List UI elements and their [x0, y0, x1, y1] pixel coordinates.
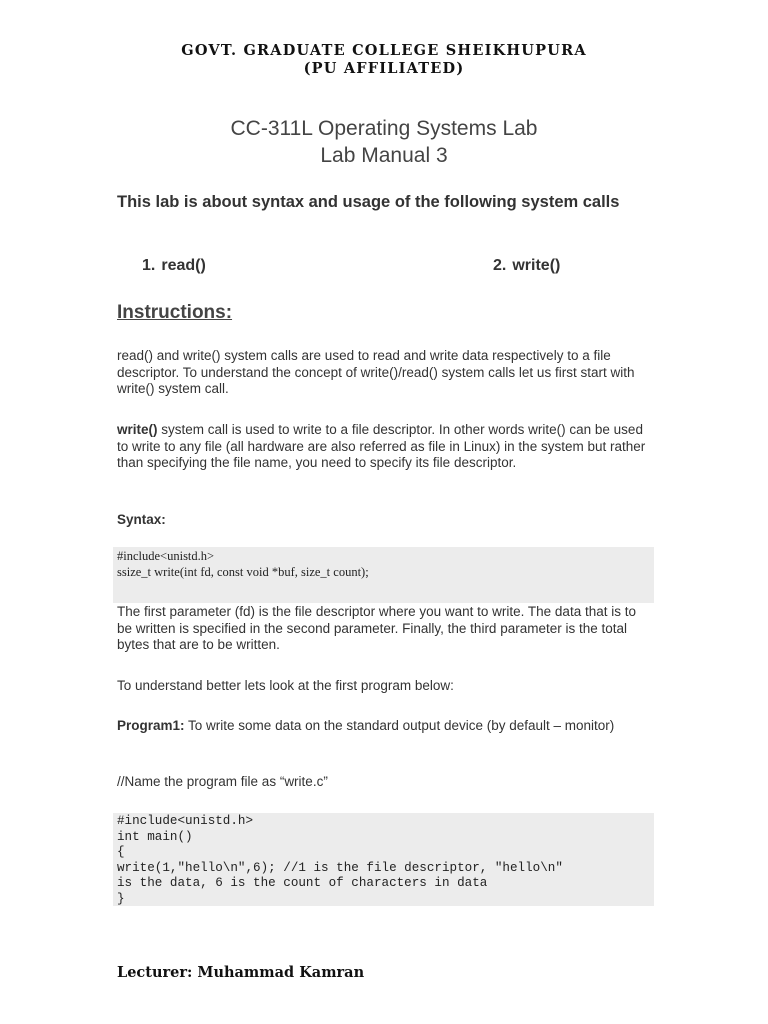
program-code-block — [113, 813, 654, 906]
list-item-label: read() — [161, 257, 206, 274]
write-description-text: system call is used to write to a file descriptor. In other words write() can be used to write to any file (all hardware are also referred as file in Linux) in the system but rather than specifying the file name, you need to specify its file descriptor. — [117, 422, 646, 470]
list-item-write — [493, 257, 560, 275]
paragraph-file-name: //Name the program file as “write.c” — [117, 774, 328, 789]
college-name: GOVT. GRADUATE COLLEGE SHEIKHUPURA — [181, 42, 587, 59]
document-title — [0, 115, 768, 169]
manual-title: Lab Manual 3 — [320, 144, 448, 167]
code-line: write(1,"hello\n",6); //1 is the file descriptor, "hello\n" — [117, 860, 563, 875]
code-line: #include<unistd.h> — [117, 814, 254, 828]
list-item-label: write() — [512, 257, 561, 274]
intro-text: This lab is about syntax and usage of the following system calls — [117, 193, 620, 211]
program1-label: Program1: — [117, 718, 185, 733]
college-affiliation: (PU AFFILIATED) — [303, 60, 465, 77]
college-header — [0, 42, 768, 78]
syntax-label: Syntax: — [117, 512, 166, 527]
paragraph-program-lead: To understand better lets look at the first program below: — [117, 678, 454, 693]
list-item-read — [142, 257, 206, 275]
paragraph-read-write-intro: read() and write() system calls are used to read and write data respectively to a file descriptor. To understand the concept of write()/read() system calls let us first start with write() system call. — [117, 348, 635, 396]
list-item-number: 1. — [142, 257, 156, 274]
program1-text: To write some data on the standard output device (by default – monitor) — [184, 718, 615, 733]
write-term: write() — [117, 422, 158, 437]
syntax-code-block — [113, 547, 654, 603]
code-line: #include<unistd.h> — [117, 549, 215, 563]
instructions-heading: Instructions: — [117, 302, 233, 323]
code-line: int main() — [117, 829, 193, 844]
lecturer-footer: Lecturer: Muhammad Kamran — [117, 964, 365, 981]
code-line: } — [117, 891, 125, 906]
paragraph-parameters: The first parameter (fd) is the file descriptor where you want to write. The data that is to be written is specified in the second parameter. Finally, the third parameter is the total bytes that are to be written. — [117, 604, 636, 652]
code-line: ssize_t write(int fd, const void *buf, size_t count); — [117, 565, 369, 579]
code-line: is the data, 6 is the count of characters in data — [117, 876, 488, 890]
code-line: { — [117, 845, 125, 859]
list-item-number: 2. — [493, 257, 507, 274]
course-title: CC-311L Operating Systems Lab — [230, 117, 538, 140]
paragraph-program1 — [117, 718, 647, 735]
paragraph-write-description — [117, 422, 647, 472]
